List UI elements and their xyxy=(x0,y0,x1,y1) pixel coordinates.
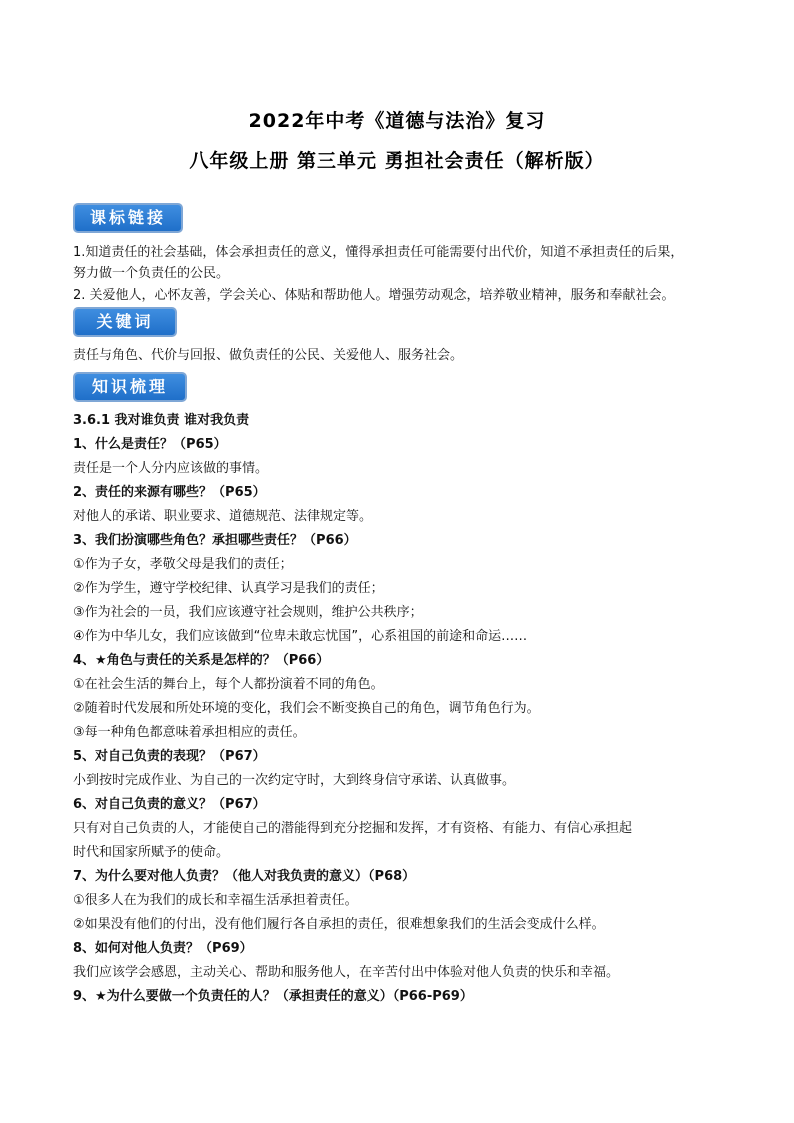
answer-5: 小到按时完成作业、为自己的一次约定守时，大到终身信守承诺、认真做事。 xyxy=(73,773,516,788)
question-9: 9、★为什么要做一个负责任的人？（承担责任的意义）（P66-P69） xyxy=(73,989,473,1004)
section-tag-curriculum: 课标链接 xyxy=(73,203,183,233)
question-3: 3、我们扮演哪些角色？承担哪些责任？（P66） xyxy=(73,533,357,548)
answer-4-3: ③每一种角色都意味着承担相应的责任。 xyxy=(73,725,306,740)
answer-1: 责任是一个人分内应该做的事情。 xyxy=(73,461,269,476)
question-7: 7、为什么要对他人负责？（他人对我负责的意义）（P68） xyxy=(73,869,416,884)
curriculum-line-3: 2. 关爱他人，心怀友善，学会关心、体贴和帮助他人。增强劳动观念，培养敬业精神，服务和奉献社会。 xyxy=(73,288,675,303)
question-8: 8、如何对他人负责？（P69） xyxy=(73,941,253,956)
answer-2: 对他人的承诺、职业要求、道德规范、法律规定等。 xyxy=(73,509,373,524)
answer-4-1: ①在社会生活的舞台上，每个人都扮演着不同的角色。 xyxy=(73,677,384,692)
answer-3-3: ③作为社会的一员，我们应该遵守社会规则，维护公共秩序； xyxy=(73,605,423,620)
answer-7-2: ②如果没有他们的付出，没有他们履行各自承担的责任，很难想象我们的生活会变成什么样。 xyxy=(73,917,605,932)
answer-4-2: ②随着时代发展和所处环境的变化，我们会不断变换自己的角色，调节角色行为。 xyxy=(73,701,540,716)
answer-8: 我们应该学会感恩，主动关心、帮助和服务他人，在辛苦付出中体验对他人负责的快乐和幸福。 xyxy=(73,965,620,980)
answer-6-2: 时代和国家所赋予的使命。 xyxy=(73,845,230,860)
question-4: 4、★角色与责任的关系是怎样的？（P66） xyxy=(73,653,330,668)
curriculum-line-1: 1.知道责任的社会基础，体会承担责任的意义，懂得承担责任可能需要付出代价，知道不承担责任的后果， xyxy=(73,245,684,260)
question-5: 5、对自己负责的表现？（P67） xyxy=(73,749,266,764)
document-title: 2022年中考《道德与法治》复习 xyxy=(248,110,546,132)
curriculum-line-2: 努力做一个负责任的公民。 xyxy=(73,266,230,281)
answer-6-1: 只有对自己负责的人，才能使自己的潜能得到充分挖掘和发挥，才有资格、有能力、有信心承担起 xyxy=(73,821,633,836)
answer-7-1: ①很多人在为我们的成长和幸福生活承担着责任。 xyxy=(73,893,358,908)
answer-3-1: ①作为子女，孝敬父母是我们的责任； xyxy=(73,557,293,572)
knowledge-subtitle: 3.6.1 我对谁负责 谁对我负责 xyxy=(73,413,250,428)
keywords-text: 责任与角色、代价与回报、做负责任的公民、关爱他人、服务社会。 xyxy=(73,348,464,363)
question-2: 2、责任的来源有哪些？（P65） xyxy=(73,485,266,500)
question-6: 6、对自己负责的意义？（P67） xyxy=(73,797,266,812)
section-tag-keywords: 关键词 xyxy=(73,307,177,337)
answer-3-2: ②作为学生，遵守学校纪律、认真学习是我们的责任； xyxy=(73,581,384,596)
document-subtitle: 八年级上册 第三单元 勇担社会责任（解析版） xyxy=(189,150,605,172)
answer-3-4: ④作为中华儿女，我们应该做到“位卑未敢忘忧国”，心系祖国的前途和命运…… xyxy=(73,629,528,644)
section-tag-knowledge: 知识梳理 xyxy=(73,372,187,402)
question-1: 1、什么是责任？（P65） xyxy=(73,437,227,452)
